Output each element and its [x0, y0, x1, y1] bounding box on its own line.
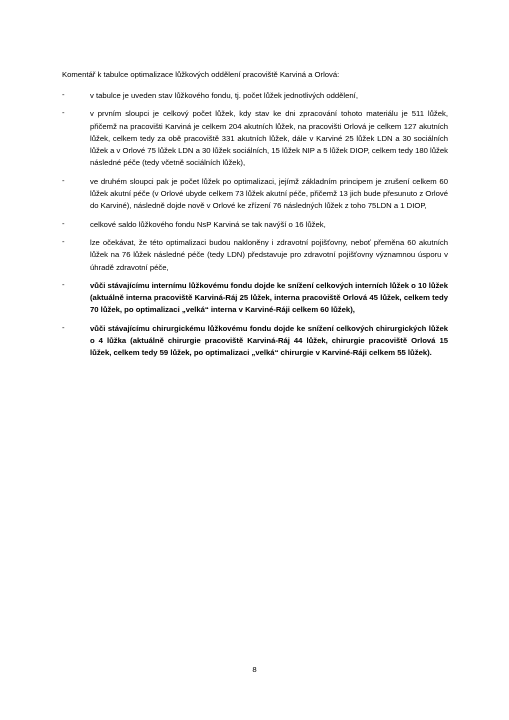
list-item — [62, 280, 448, 317]
list-item-text: celkové saldo lůžkového fondu NsP Karviná se tak navýší o 16 lůžek, — [90, 219, 326, 229]
list-item-text: lze očekávat, že této optimalizaci budou nakloněny i zdravotní pojišťovny, neboť přeměna 60 akutních lůžek na 76 lůžek následné péče (tedy LDN) představuje pro zdravotní pojišťovny významnou úsporu v úhradě zdravotní péče, — [90, 237, 448, 272]
comment-list — [62, 90, 448, 366]
list-item — [62, 176, 448, 213]
list-item — [62, 219, 448, 231]
list-dash: - — [62, 90, 65, 99]
page-number: 8 — [252, 665, 257, 674]
list-dash: - — [62, 322, 65, 332]
list-dash: - — [62, 175, 65, 185]
list-item — [62, 237, 448, 274]
list-item — [62, 323, 448, 360]
list-dash: - — [62, 236, 65, 246]
list-item — [62, 108, 448, 169]
list-item-text-bold: vůči stávajícímu chirurgickému lůžkovému fondu dojde ke snížení celkových chirurgických lůžek o 4 lůžka (aktuálně chirurgie pracoviště Karviná-Ráj 44 lůžek, chirurgie pracoviště Orlová 15 lůžek, celkem tedy 59 lůžek, po optimalizaci „velká“ chirurgie v Karviné-Ráji celkem 55 lůžek). — [90, 323, 448, 358]
list-dash: - — [62, 108, 65, 118]
list-item-text: v prvním sloupci je celkový počet lůžek, kdy stav ke dni zpracování tohoto materiálu je 511 lůžek, přičemž na pracovišti Karviná je celkem 204 akutních lůžek, na pracovišti Orlová je celkem 127 akutních lůžek, celkem tedy za obě pracoviště 331 akutních lůžek, dále v Karviné 25 lůžek LDN a 30 sociálních lůžek a v Orlové 75 lůžek LDN a 30 lůžek sociálních, 15 lůžek NIP a 5 lůžek DIOP, celkem tedy 180 lůžek následné péče (tedy včetně sociálních lůžek), — [90, 109, 448, 168]
document-heading: Komentář k tabulce optimalizace lůžkových oddělení pracoviště Karviná a Orlová: — [62, 70, 340, 79]
list-item — [62, 90, 448, 102]
list-item-text-bold: vůči stávajícímu internímu lůžkovému fondu dojde ke snížení celkových interních lůžek o 10 lůžek (aktuálně interna pracoviště Karviná-Ráj 25 lůžek, interna pracoviště Orlová 45 lůžek, celkem tedy 70 lůžek, po optimalizaci „velká“ interna v Karviné-Ráji celkem 60 lůžek), — [90, 280, 448, 315]
list-dash: - — [62, 279, 65, 289]
list-dash: - — [62, 218, 65, 228]
list-item-text: v tabulce je uveden stav lůžkového fondu, tj. počet lůžek jednotlivých oddělení, — [90, 91, 358, 100]
list-item-text: ve druhém sloupci pak je počet lůžek po optimalizaci, jejímž základním principem je zrušení celkem 60 lůžek akutní péče (v Orlové ubyde celkem 73 lůžek akutní péče, přičemž 13 jich bude přesunuto z Orlové do Karviné), následně dojde nově v Orlové ke zřízení 76 následných lůžek z toho 75LDN a 1 DIOP, — [90, 176, 448, 211]
